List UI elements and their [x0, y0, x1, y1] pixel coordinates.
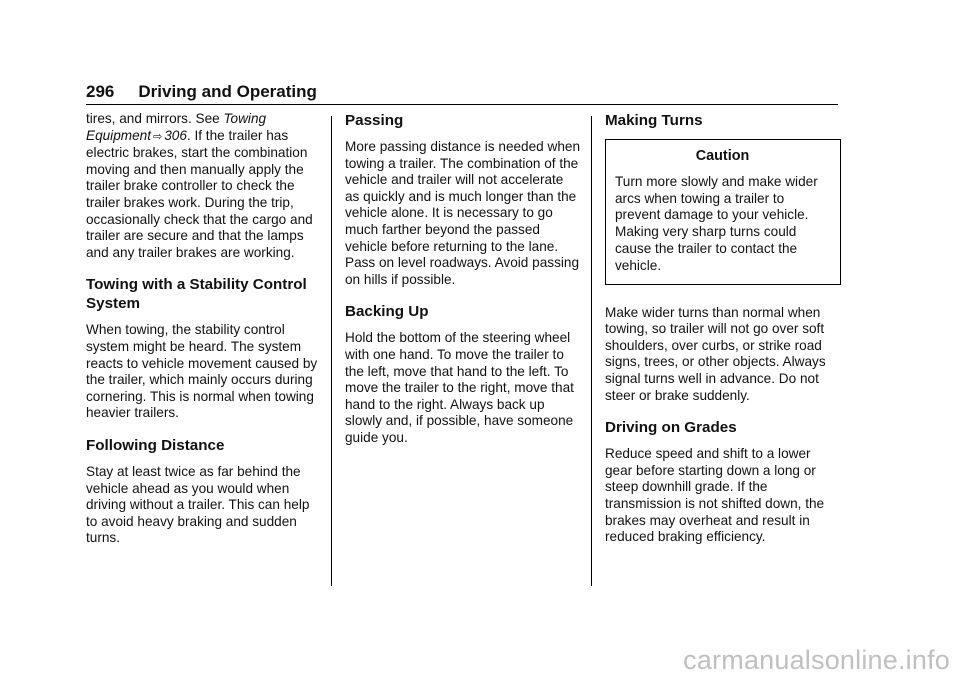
page-ref-arrow-icon: ⇨ — [153, 130, 163, 143]
stability-control-text: When towing, the stability control system might be heard. The system reacts to vehicle movement caused by the trailer, which mainly occurs during cornering. This is normal when towing heavier trailers. — [86, 322, 318, 421]
backing-up-heading: Backing Up — [345, 303, 429, 321]
column-3 — [605, 111, 841, 546]
backing-up-text: Hold the bottom of the steering wheel with one hand. To move the trailer to the left, move that hand to the left. To move the trailer to the right, move that hand to the right. Always back up slowly and, if possible, have someone guide you. — [345, 330, 574, 445]
following-distance-heading: Following Distance — [86, 436, 225, 454]
trailer-brakes-paragraph — [86, 111, 322, 261]
caution-box — [605, 139, 841, 285]
watermark: carmanualsonline.info — [683, 645, 950, 675]
column-divider-right — [591, 116, 592, 586]
xref-title: Towing Equipment — [86, 111, 267, 143]
column-1 — [86, 111, 322, 547]
caution-text: Turn more slowly and make wider arcs when towing a trailer to prevent damage to your vehicle. Making very sharp turns could cause the trailer to contact the vehicle. — [615, 173, 818, 273]
page-title: Driving and Operating — [138, 82, 317, 101]
page-header — [86, 82, 317, 102]
stability-control-heading: Towing with a Stability Control System — [86, 276, 307, 313]
driving-on-grades-text: Reduce speed and shift to a lower gear before starting down a long or steep downhill grade. If the transmission is not shifted down, the brakes may overheat and result in reduced braking efficiency. — [605, 446, 825, 545]
making-turns-text: Make wider turns than normal when towing, so trailer will not go over soft shoulders, over curbs, or strike road signs, trees, or other objects. Always signal turns well in advance. Do not steer or brake suddenly. — [605, 304, 826, 403]
intro-text-continued: . If the trailer has electric brakes, start the combination moving and then manually apply the trailer brake controller to check the trailer brakes work. During the trip, occasionally check that the cargo and trailer are secure and that the lamps and any trailer brakes are working. — [86, 127, 313, 260]
passing-heading: Passing — [345, 112, 404, 129]
following-distance-text: Stay at least twice as far behind the vehicle ahead as you would when driving without a trailer. This can help to avoid heavy braking and sudden turns. — [86, 463, 310, 546]
xref-page: 306 — [164, 127, 187, 143]
column-divider-left — [331, 116, 332, 586]
header-rule — [86, 104, 838, 105]
passing-text: More passing distance is needed when towing a trailer. The combination of the vehicle and trailer will not accelerate as quickly and is much longer than the vehicle alone. It is necessary to go much farther beyond the passed vehicle before returning to the lane. Pass on level roadways. Avoid passing on hills if possible. — [345, 139, 581, 287]
page-number: 296 — [86, 82, 115, 101]
driving-on-grades-heading: Driving on Grades — [605, 419, 737, 437]
column-2 — [345, 111, 581, 447]
making-turns-heading: Making Turns — [605, 112, 703, 129]
intro-text: tires, and mirrors. See — [86, 111, 224, 126]
caution-title: Caution — [695, 148, 750, 164]
